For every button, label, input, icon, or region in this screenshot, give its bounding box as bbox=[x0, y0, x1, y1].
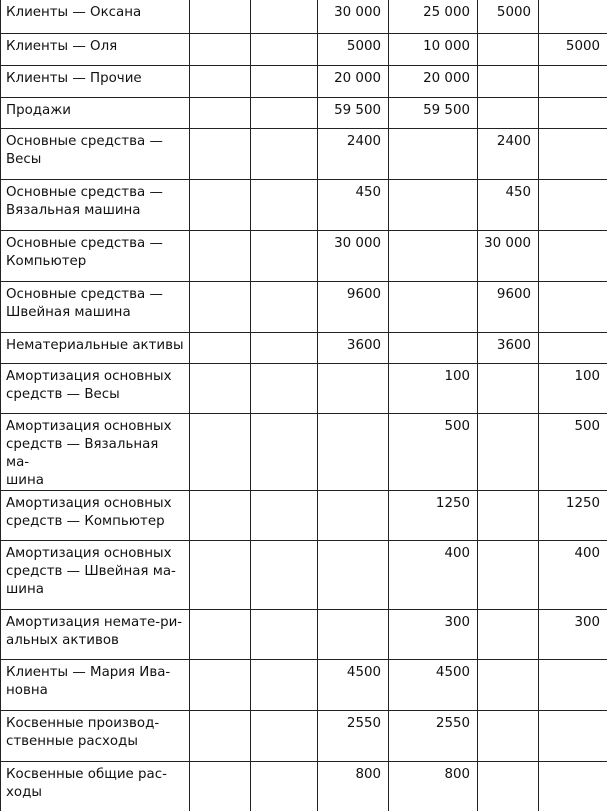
amount-cell-col-1 bbox=[190, 282, 251, 333]
account-name-cell: Нематериальные активы bbox=[1, 333, 190, 364]
amount-cell-col-3: 9600 bbox=[318, 282, 389, 333]
amount-cell-col-2 bbox=[251, 762, 318, 811]
table-row bbox=[1, 660, 607, 711]
amount-cell-col-4: 500 bbox=[389, 414, 478, 491]
amount-cell-col-3: 20 000 bbox=[318, 66, 389, 98]
amount-cell-col-6: 300 bbox=[539, 610, 607, 660]
amount-cell-col-3 bbox=[318, 491, 389, 541]
amount-cell-col-2 bbox=[251, 282, 318, 333]
amount-cell-col-2 bbox=[251, 711, 318, 762]
amount-cell-col-5 bbox=[478, 66, 539, 98]
amount-cell-col-6 bbox=[539, 660, 607, 711]
amount-cell-col-4: 300 bbox=[389, 610, 478, 660]
table-row bbox=[1, 762, 607, 811]
amount-cell-col-6 bbox=[539, 711, 607, 762]
table-row bbox=[1, 129, 607, 180]
amount-cell-col-5 bbox=[478, 98, 539, 129]
amount-cell-col-2 bbox=[251, 180, 318, 231]
table-row bbox=[1, 610, 607, 660]
amount-cell-col-3: 4500 bbox=[318, 660, 389, 711]
amount-cell-col-5 bbox=[478, 364, 539, 414]
amount-cell-col-4: 20 000 bbox=[389, 66, 478, 98]
account-name-cell: Основные средства — Весы bbox=[1, 129, 190, 180]
amount-cell-col-3 bbox=[318, 414, 389, 491]
amount-cell-col-4: 100 bbox=[389, 364, 478, 414]
amount-cell-col-3: 30 000 bbox=[318, 231, 389, 282]
amount-cell-col-4: 25 000 bbox=[389, 0, 478, 34]
amount-cell-col-5: 3600 bbox=[478, 333, 539, 364]
account-name-cell: Амортизация основных средств — Компьютер bbox=[1, 491, 190, 541]
amount-cell-col-5: 2400 bbox=[478, 129, 539, 180]
table-row bbox=[1, 0, 607, 34]
amount-cell-col-3: 800 bbox=[318, 762, 389, 811]
amount-cell-col-6 bbox=[539, 282, 607, 333]
amount-cell-col-3: 2550 bbox=[318, 711, 389, 762]
amount-cell-col-1 bbox=[190, 98, 251, 129]
table-row bbox=[1, 231, 607, 282]
amount-cell-col-5 bbox=[478, 762, 539, 811]
account-name-cell: Косвенные общие рас- ходы bbox=[1, 762, 190, 811]
account-name-cell: Клиенты — Прочие bbox=[1, 66, 190, 98]
amount-cell-col-4 bbox=[389, 180, 478, 231]
amount-cell-col-3 bbox=[318, 364, 389, 414]
amount-cell-col-2 bbox=[251, 231, 318, 282]
table-row bbox=[1, 414, 607, 491]
amount-cell-col-5: 450 bbox=[478, 180, 539, 231]
amount-cell-col-2 bbox=[251, 541, 318, 610]
amount-cell-col-3: 59 500 bbox=[318, 98, 389, 129]
amount-cell-col-2 bbox=[251, 491, 318, 541]
amount-cell-col-1 bbox=[190, 180, 251, 231]
amount-cell-col-4 bbox=[389, 282, 478, 333]
account-name-cell: Основные средства — Компьютер bbox=[1, 231, 190, 282]
amount-cell-col-6: 500 bbox=[539, 414, 607, 491]
amount-cell-col-5 bbox=[478, 610, 539, 660]
table-row bbox=[1, 541, 607, 610]
table-row bbox=[1, 98, 607, 129]
amount-cell-col-3 bbox=[318, 541, 389, 610]
amount-cell-col-2 bbox=[251, 333, 318, 364]
amount-cell-col-1 bbox=[190, 414, 251, 491]
amount-cell-col-6: 1250 bbox=[539, 491, 607, 541]
amount-cell-col-6: 5000 bbox=[539, 34, 607, 66]
amount-cell-col-3: 450 bbox=[318, 180, 389, 231]
amount-cell-col-5 bbox=[478, 491, 539, 541]
amount-cell-col-2 bbox=[251, 66, 318, 98]
amount-cell-col-6 bbox=[539, 66, 607, 98]
account-name-cell: Косвенные производ- ственные расходы bbox=[1, 711, 190, 762]
amount-cell-col-4: 4500 bbox=[389, 660, 478, 711]
account-name-cell: Амортизация основных средств — Швейная ма- шина bbox=[1, 541, 190, 610]
amount-cell-col-3: 3600 bbox=[318, 333, 389, 364]
amount-cell-col-5: 30 000 bbox=[478, 231, 539, 282]
amount-cell-col-2 bbox=[251, 34, 318, 66]
amount-cell-col-1 bbox=[190, 491, 251, 541]
amount-cell-col-1 bbox=[190, 231, 251, 282]
amount-cell-col-1 bbox=[190, 610, 251, 660]
amount-cell-col-4 bbox=[389, 333, 478, 364]
amount-cell-col-3: 2400 bbox=[318, 129, 389, 180]
amount-cell-col-5 bbox=[478, 34, 539, 66]
amount-cell-col-5 bbox=[478, 541, 539, 610]
account-name-cell: Клиенты — Оля bbox=[1, 34, 190, 66]
ledger-body bbox=[1, 0, 607, 811]
amount-cell-col-1 bbox=[190, 129, 251, 180]
amount-cell-col-3 bbox=[318, 610, 389, 660]
amount-cell-col-4: 59 500 bbox=[389, 98, 478, 129]
table-row bbox=[1, 282, 607, 333]
table-row bbox=[1, 333, 607, 364]
amount-cell-col-4 bbox=[389, 129, 478, 180]
account-name-cell: Основные средства — Вязальная машина bbox=[1, 180, 190, 231]
amount-cell-col-4: 10 000 bbox=[389, 34, 478, 66]
amount-cell-col-2 bbox=[251, 414, 318, 491]
table-row bbox=[1, 180, 607, 231]
amount-cell-col-6 bbox=[539, 0, 607, 34]
amount-cell-col-6 bbox=[539, 180, 607, 231]
amount-cell-col-6 bbox=[539, 98, 607, 129]
amount-cell-col-6: 100 bbox=[539, 364, 607, 414]
account-name-cell: Амортизация основных средств — Вязальная ма- шина bbox=[1, 414, 190, 491]
table-row bbox=[1, 66, 607, 98]
amount-cell-col-1 bbox=[190, 333, 251, 364]
amount-cell-col-2 bbox=[251, 0, 318, 34]
amount-cell-col-5 bbox=[478, 660, 539, 711]
amount-cell-col-3: 5000 bbox=[318, 34, 389, 66]
table-row bbox=[1, 364, 607, 414]
amount-cell-col-1 bbox=[190, 364, 251, 414]
amount-cell-col-1 bbox=[190, 66, 251, 98]
amount-cell-col-2 bbox=[251, 610, 318, 660]
amount-cell-col-1 bbox=[190, 0, 251, 34]
amount-cell-col-5 bbox=[478, 414, 539, 491]
amount-cell-col-2 bbox=[251, 98, 318, 129]
account-name-cell: Продажи bbox=[1, 98, 190, 129]
account-name-cell: Клиенты — Мария Ива- новна bbox=[1, 660, 190, 711]
amount-cell-col-5: 5000 bbox=[478, 0, 539, 34]
amount-cell-col-1 bbox=[190, 762, 251, 811]
amount-cell-col-6 bbox=[539, 231, 607, 282]
amount-cell-col-6: 400 bbox=[539, 541, 607, 610]
amount-cell-col-4 bbox=[389, 231, 478, 282]
amount-cell-col-4: 2550 bbox=[389, 711, 478, 762]
table-row bbox=[1, 34, 607, 66]
amount-cell-col-1 bbox=[190, 660, 251, 711]
amount-cell-col-1 bbox=[190, 34, 251, 66]
amount-cell-col-6 bbox=[539, 129, 607, 180]
amount-cell-col-6 bbox=[539, 762, 607, 811]
amount-cell-col-1 bbox=[190, 541, 251, 610]
amount-cell-col-1 bbox=[190, 711, 251, 762]
amount-cell-col-5 bbox=[478, 711, 539, 762]
account-name-cell: Амортизация основных средств — Весы bbox=[1, 364, 190, 414]
amount-cell-col-4: 400 bbox=[389, 541, 478, 610]
table-row bbox=[1, 491, 607, 541]
amount-cell-col-6 bbox=[539, 333, 607, 364]
amount-cell-col-3: 30 000 bbox=[318, 0, 389, 34]
amount-cell-col-2 bbox=[251, 364, 318, 414]
account-name-cell: Клиенты — Оксана bbox=[1, 0, 190, 34]
amount-cell-col-4: 1250 bbox=[389, 491, 478, 541]
account-name-cell: Амортизация немате-ри- альных активов bbox=[1, 610, 190, 660]
amount-cell-col-2 bbox=[251, 129, 318, 180]
amount-cell-col-2 bbox=[251, 660, 318, 711]
amount-cell-col-5: 9600 bbox=[478, 282, 539, 333]
table-row bbox=[1, 711, 607, 762]
amount-cell-col-4: 800 bbox=[389, 762, 478, 811]
account-name-cell: Основные средства — Швейная машина bbox=[1, 282, 190, 333]
